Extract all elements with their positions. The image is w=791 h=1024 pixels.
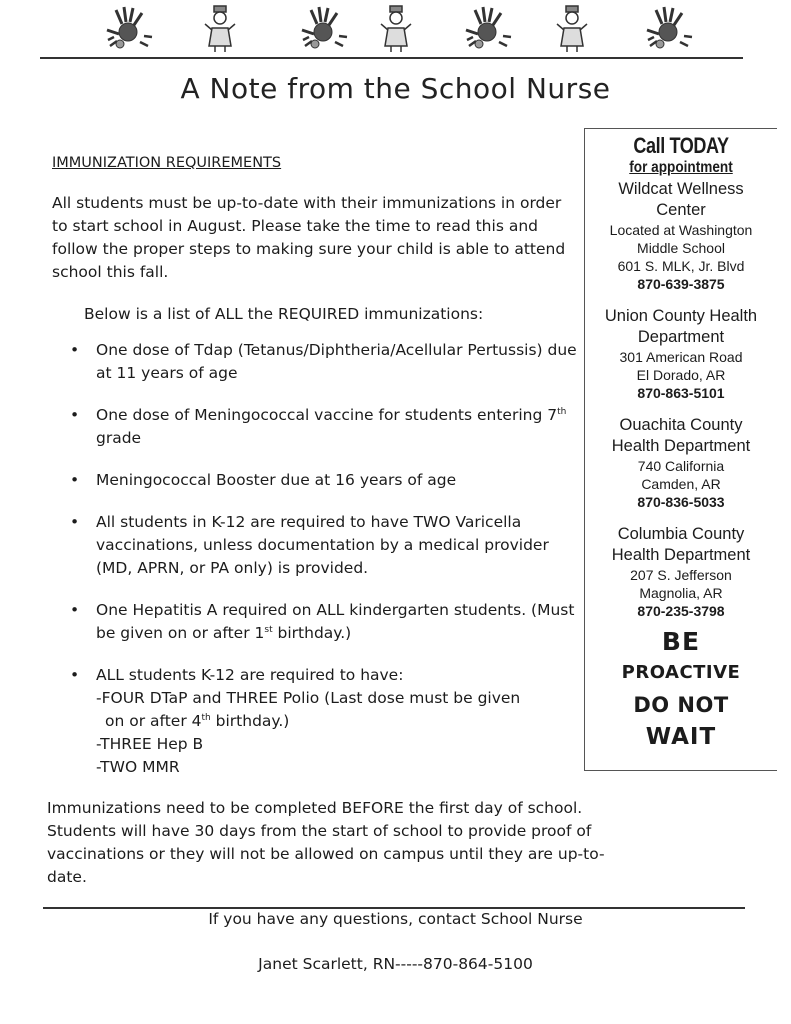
slogan-wait: WAIT (645, 724, 717, 750)
clinic-entry (585, 415, 777, 511)
slogan-be: BE (661, 627, 701, 656)
nurse-contact: Janet Scarlett, RN-----870-864-5100 (258, 955, 533, 973)
clinic-entry (585, 306, 777, 402)
list-intro: Below is a list of ALL the REQUIRED immunizations: (84, 305, 484, 323)
handprint-icon (100, 4, 155, 52)
clinic-address: 301 American Road (619, 349, 743, 365)
clinic-entry (585, 179, 777, 293)
clinic-address: 601 S. MLK, Jr. Blvd (617, 258, 745, 274)
clinic-address: Camden, AR (641, 476, 721, 492)
handprint-icon (640, 4, 695, 52)
handprint-icon (295, 4, 350, 52)
clinic-name: Columbia County (617, 525, 745, 543)
sub-item-text-end: birthday.) (210, 712, 290, 730)
list-item (52, 664, 577, 779)
bullet-icon: • (70, 601, 80, 619)
clinic-sidebar (584, 128, 777, 771)
nurse-figure-icon (555, 4, 589, 54)
clinic-address: El Dorado, AR (636, 367, 726, 383)
clinic-name: Health Department (611, 546, 751, 564)
clinic-address: Middle School (637, 240, 725, 256)
slogan-do-not: DO NOT (633, 693, 729, 717)
list-item-text-end: birthday.) (272, 624, 352, 642)
closing-paragraph: Immunizations need to be completed BEFORE the first day of school. Students will have 30 days from the start of school to provide proof of vaccinations or they will not be allowed on campus until they are up-to-date. (47, 799, 605, 886)
clinic-address: 740 California (637, 458, 725, 474)
clinic-phone: 870-639-3875 (637, 276, 725, 292)
ordinal-suffix: th (201, 712, 211, 723)
questions-line: If you have any questions, contact School Nurse (208, 910, 583, 928)
clinic-name: Center (656, 201, 706, 219)
list-item (52, 469, 577, 492)
list-item-text: One Hepatitis A required on ALL kindergarten students. (Must be given on or after 1 (96, 601, 575, 642)
appointment-subheading: for appointment (629, 159, 733, 176)
list-item (52, 339, 577, 385)
clinic-name: Ouachita County (619, 416, 743, 434)
slogan-proactive: PROACTIVE (621, 662, 741, 683)
clinic-phone: 870-235-3798 (637, 603, 725, 619)
clinic-address: Magnolia, AR (639, 585, 723, 601)
top-divider (40, 57, 743, 59)
list-item-text: Meningococcal Booster due at 16 years of age (96, 471, 457, 489)
list-item (52, 599, 577, 645)
nurse-figure-icon (203, 4, 237, 54)
clinic-phone: 870-863-5101 (637, 385, 725, 401)
ordinal-suffix: th (557, 406, 567, 417)
clinic-name: Union County Health (604, 307, 758, 325)
list-item-text: One dose of Meningococcal vaccine for students entering 7 (96, 406, 558, 424)
list-item (52, 404, 577, 450)
bullet-icon: • (70, 471, 80, 489)
ordinal-suffix: st (264, 624, 273, 635)
sub-item: -TWO MMR (96, 758, 180, 776)
bullet-icon: • (70, 666, 80, 684)
sub-item: -THREE Hep B (96, 735, 204, 753)
bullet-icon: • (70, 406, 80, 424)
clinic-name: Health Department (611, 437, 751, 455)
handprint-icon (459, 4, 514, 52)
bottom-divider (43, 907, 745, 909)
section-heading: IMMUNIZATION REQUIREMENTS (52, 155, 282, 171)
bullet-icon: • (70, 341, 80, 359)
list-item-text: One dose of Tdap (Tetanus/Diphtheria/Acellular Pertussis) due at 11 years of age (96, 341, 577, 382)
clinic-name: Wildcat Wellness (618, 180, 744, 198)
sub-item-continued (96, 710, 577, 733)
clinic-entry (585, 524, 777, 620)
clinic-address: Located at Washington (609, 222, 753, 238)
requirements-list (52, 339, 577, 779)
list-item-text: All students in K-12 are required to have TWO Varicella vaccinations, unless documentation by a medical provider (MD, APRN, or PA only) is provided. (96, 513, 549, 577)
call-today-heading: Call TODAY (633, 133, 729, 158)
clip-art-row (95, 4, 695, 54)
sub-item: -FOUR DTaP and THREE Polio (Last dose must be given (96, 689, 521, 707)
list-item-lead: ALL students K-12 are required to have: (96, 666, 404, 684)
immunization-content (52, 152, 577, 798)
intro-paragraph: All students must be up-to-date with their immunizations in order to start school in August. Please take the time to read this and follow the proper steps to making sure your child is able to attend school this fall. (52, 194, 566, 281)
page-title: A Note from the School Nurse (180, 72, 611, 105)
nurse-figure-icon (379, 4, 413, 54)
list-item (52, 511, 577, 580)
bullet-icon: • (70, 513, 80, 531)
sub-item-text: on or after 4 (105, 712, 202, 730)
clinic-address: 207 S. Jefferson (630, 567, 732, 583)
list-item-text-end: grade (96, 429, 142, 447)
clinic-name: Department (637, 328, 725, 346)
clinic-phone: 870-836-5033 (637, 494, 725, 510)
